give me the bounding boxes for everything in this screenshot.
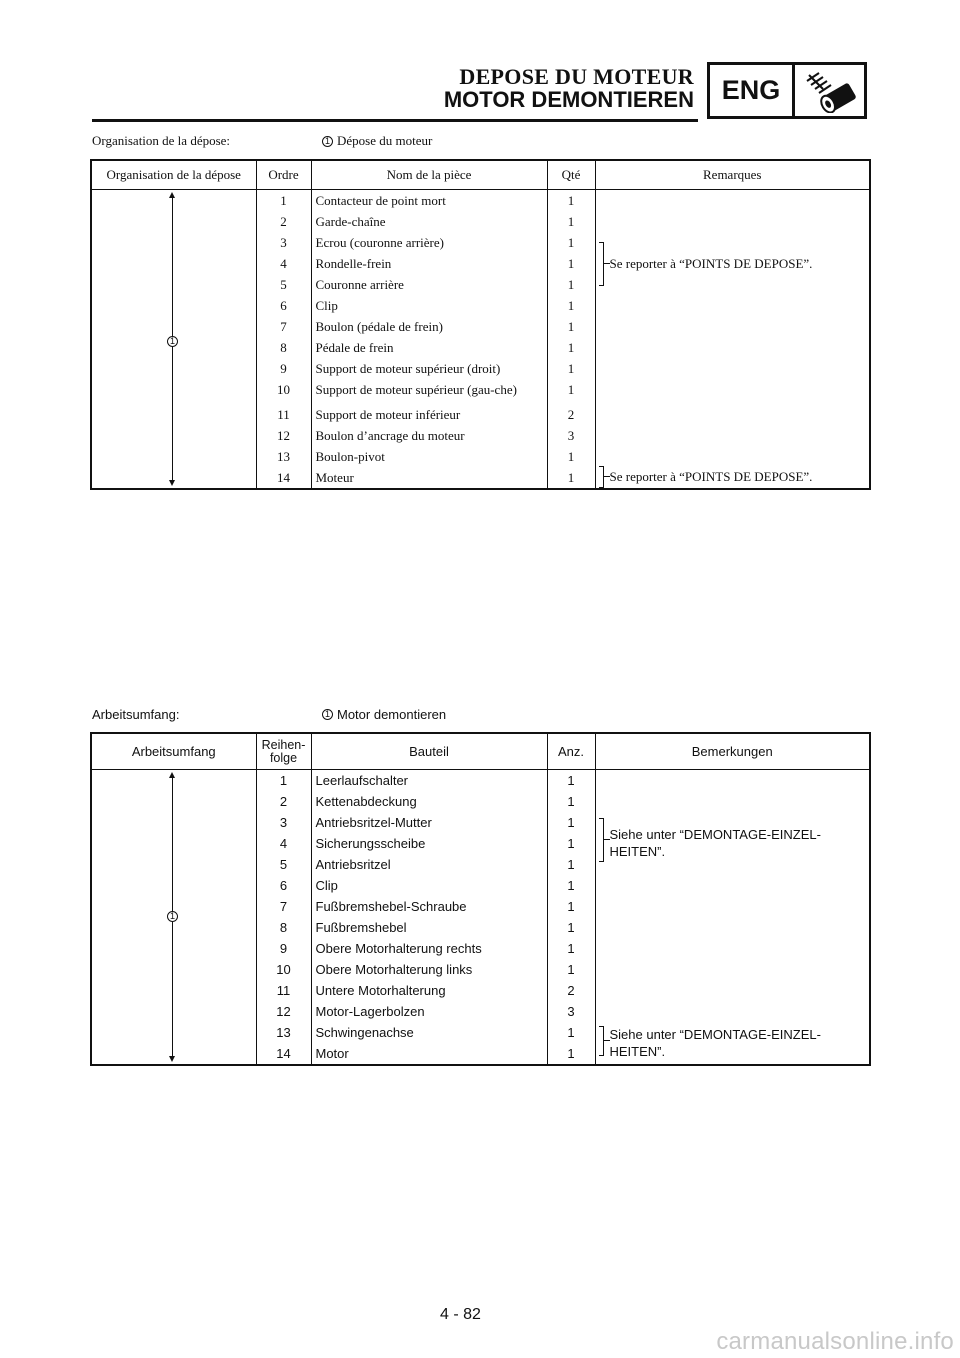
name-cell: Pédale de frein xyxy=(311,337,547,358)
qty-cell: 1 xyxy=(547,1022,595,1043)
order-cell: 2 xyxy=(279,794,288,809)
qty-cell: 1 xyxy=(547,854,595,875)
fr-scope-marker: 1 xyxy=(167,336,178,347)
remark-bracket-tick xyxy=(603,839,610,840)
order-cell: 13 xyxy=(277,449,290,464)
qty-cell: 1 xyxy=(547,959,595,980)
fr-scope-num: 1 xyxy=(322,136,333,147)
de-scope-value-wrap xyxy=(322,707,446,722)
qty-cell: 2 xyxy=(547,980,595,1001)
de-col-remarks: Bemerkungen xyxy=(595,733,870,770)
qty-cell: 1 xyxy=(547,274,595,295)
name-cell: Support de moteur supérieur (droit) xyxy=(311,358,547,379)
page-number: 4 - 82 xyxy=(440,1306,481,1323)
fr-scope-cell xyxy=(91,190,256,490)
name-cell: Schwingenachse xyxy=(311,1022,547,1043)
de-scope-num: 1 xyxy=(322,709,333,720)
qty-cell: 1 xyxy=(547,295,595,316)
name-cell: Rondelle-frein xyxy=(311,253,547,274)
fr-col-qty: Qté xyxy=(547,160,595,190)
fr-scope-value-wrap xyxy=(322,133,432,149)
name-cell: Boulon-pivot xyxy=(311,446,547,467)
qty-cell: 1 xyxy=(547,875,595,896)
qty-cell: 1 xyxy=(547,812,595,833)
order-cell: 7 xyxy=(279,899,288,914)
name-cell: Fußbremshebel-Schraube xyxy=(311,896,547,917)
order-cell: 4 xyxy=(280,256,287,271)
order-cell: 6 xyxy=(279,878,288,893)
order-cell: 7 xyxy=(280,319,287,334)
de-remarks-cell xyxy=(595,770,870,1066)
name-cell: Obere Motorhalterung rechts xyxy=(311,938,547,959)
de-col-name: Bauteil xyxy=(311,733,547,770)
title-rule xyxy=(92,119,698,122)
order-cell: 12 xyxy=(277,428,290,443)
qty-cell: 1 xyxy=(547,232,595,253)
de-remark-1: Siehe unter “DEMONTAGE-EINZEL-HEITEN”. xyxy=(609,827,821,859)
name-cell: Garde-chaîne xyxy=(311,211,547,232)
table-row xyxy=(91,770,870,792)
name-cell: Boulon (pédale de frein) xyxy=(311,316,547,337)
order-cell: 3 xyxy=(279,815,288,830)
qty-cell: 1 xyxy=(547,791,595,812)
order-cell: 5 xyxy=(279,857,288,872)
de-col-order: Reihen-folge xyxy=(256,733,311,770)
order-cell: 12 xyxy=(276,1004,291,1019)
order-cell: 9 xyxy=(279,941,288,956)
order-cell: 6 xyxy=(280,298,287,313)
fr-table xyxy=(90,159,871,490)
de-col-qty: Anz. xyxy=(547,733,595,770)
fr-col-remarks: Remarques xyxy=(595,160,870,190)
section-label: ENG xyxy=(710,65,795,116)
name-cell: Clip xyxy=(311,295,547,316)
qty-cell: 3 xyxy=(547,1001,595,1022)
order-cell: 2 xyxy=(280,214,287,229)
remark-bracket xyxy=(599,466,604,488)
watermark-link[interactable]: carmanualsonline.info xyxy=(716,1328,954,1355)
order-cell: 14 xyxy=(276,1046,291,1061)
de-col-scope: Arbeitsumfang xyxy=(91,733,256,770)
name-cell: Leerlaufschalter xyxy=(311,770,547,792)
qty-cell: 1 xyxy=(547,896,595,917)
order-cell: 3 xyxy=(280,235,287,250)
order-cell: 9 xyxy=(280,361,287,376)
fr-remark-1: Se reporter à “POINTS DE DEPOSE”. xyxy=(609,256,813,271)
qty-cell: 1 xyxy=(547,358,595,379)
fr-col-order: Ordre xyxy=(256,160,311,190)
name-cell: Kettenabdeckung xyxy=(311,791,547,812)
de-scope-value: Motor demontieren xyxy=(337,707,447,722)
order-cell: 11 xyxy=(277,407,290,422)
order-cell: 1 xyxy=(279,773,288,788)
order-cell: 11 xyxy=(276,983,291,998)
remark-bracket-tick xyxy=(603,263,610,264)
fr-col-name: Nom de la pièce xyxy=(311,160,547,190)
qty-cell: 1 xyxy=(547,917,595,938)
remark-bracket xyxy=(599,818,604,862)
name-cell: Antriebsritzel-Mutter xyxy=(311,812,547,833)
name-cell: Motor xyxy=(311,1043,547,1065)
qty-cell: 3 xyxy=(547,425,595,446)
fr-scope-value: Dépose du moteur xyxy=(337,133,433,148)
order-cell: 13 xyxy=(276,1025,291,1040)
name-cell: Support de moteur supérieur (gau-che) xyxy=(311,379,547,404)
order-cell: 14 xyxy=(277,470,290,485)
qty-cell: 1 xyxy=(547,379,595,404)
de-remark-2: Siehe unter “DEMONTAGE-EINZEL-HEITEN”. xyxy=(609,1027,821,1059)
de-table xyxy=(90,732,871,1066)
order-cell: 1 xyxy=(280,193,287,208)
table-row xyxy=(91,190,870,212)
engine-bolt-icon xyxy=(795,65,864,116)
fr-header-row xyxy=(91,160,870,190)
order-cell: 5 xyxy=(280,277,287,292)
qty-cell: 1 xyxy=(547,337,595,358)
name-cell: Obere Motorhalterung links xyxy=(311,959,547,980)
name-cell: Couronne arrière xyxy=(311,274,547,295)
remark-bracket-tick xyxy=(603,476,610,477)
qty-cell: 1 xyxy=(547,316,595,337)
qty-cell: 1 xyxy=(547,190,595,212)
qty-cell: 1 xyxy=(547,446,595,467)
name-cell: Ecrou (couronne arrière) xyxy=(311,232,547,253)
fr-remark-2: Se reporter à “POINTS DE DEPOSE”. xyxy=(609,469,813,484)
name-cell: Antriebsritzel xyxy=(311,854,547,875)
order-cell: 4 xyxy=(279,836,288,851)
qty-cell: 2 xyxy=(547,404,595,425)
page-title-fr: DEPOSE DU MOTEUR xyxy=(459,64,694,89)
remark-bracket xyxy=(599,242,604,286)
name-cell: Moteur xyxy=(311,467,547,489)
order-cell: 8 xyxy=(279,920,288,935)
qty-cell: 1 xyxy=(547,467,595,489)
remark-bracket xyxy=(599,1026,604,1056)
order-cell: 8 xyxy=(280,340,287,355)
name-cell: Clip xyxy=(311,875,547,896)
de-scope-marker: 1 xyxy=(167,911,178,922)
fr-remarks-cell xyxy=(595,190,870,490)
name-cell: Boulon d’ancrage du moteur xyxy=(311,425,547,446)
de-scope-label: Arbeitsumfang: xyxy=(92,707,180,722)
order-cell: 10 xyxy=(276,962,291,977)
qty-cell: 1 xyxy=(547,938,595,959)
name-cell: Support de moteur inférieur xyxy=(311,404,547,425)
de-scope-cell xyxy=(91,770,256,1066)
de-header-row xyxy=(91,733,870,770)
name-cell: Untere Motorhalterung xyxy=(311,980,547,1001)
name-cell: Fußbremshebel xyxy=(311,917,547,938)
name-cell: Motor-Lagerbolzen xyxy=(311,1001,547,1022)
name-cell: Sicherungsscheibe xyxy=(311,833,547,854)
page-title-de: MOTOR DEMONTIEREN xyxy=(443,87,694,112)
remark-bracket-tick xyxy=(603,1040,610,1041)
fr-col-scope: Organisation de la dépose xyxy=(91,160,256,190)
order-cell: 10 xyxy=(277,382,290,397)
fr-scope-label: Organisation de la dépose: xyxy=(92,133,231,148)
name-cell: Contacteur de point mort xyxy=(311,190,547,212)
qty-cell: 1 xyxy=(547,770,595,792)
qty-cell: 1 xyxy=(547,1043,595,1065)
qty-cell: 1 xyxy=(547,253,595,274)
section-badge xyxy=(707,62,867,119)
qty-cell: 1 xyxy=(547,211,595,232)
qty-cell: 1 xyxy=(547,833,595,854)
